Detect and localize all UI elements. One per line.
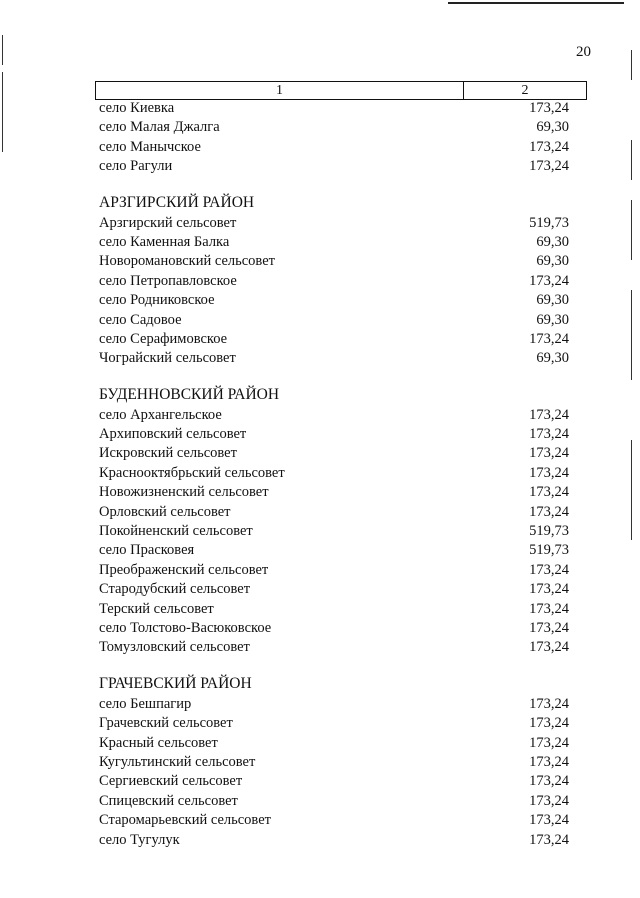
row-value: 173,24 [529, 639, 569, 656]
row-name: село Серафимовское [99, 330, 228, 347]
row-value: 173,24 [529, 773, 569, 790]
table-row [99, 714, 569, 733]
row-name: село Манычское [99, 138, 201, 155]
table-row [99, 425, 569, 444]
table-row [99, 444, 569, 463]
row-name: Грачевский сельсовет [99, 715, 233, 732]
section-title: АРЗГИРСКИЙ РАЙОН [99, 193, 255, 211]
row-value: 173,24 [529, 272, 569, 289]
row-name: Преображенский сельсовет [99, 561, 269, 578]
row-value: 69,30 [536, 311, 569, 328]
row-name: Кугультинский сельсовет [99, 753, 256, 770]
row-name: Искровский сельсовет [99, 445, 237, 462]
row-value: 69,30 [536, 292, 569, 309]
row-value: 173,24 [529, 445, 569, 462]
table-row [99, 792, 569, 811]
table-header [95, 81, 587, 100]
row-name: село Садовое [99, 311, 182, 328]
row-name: село Прасковея [99, 542, 195, 559]
table-row [99, 214, 569, 233]
table-row [99, 811, 569, 830]
row-name: село Тугулук [99, 831, 180, 848]
table-header-col1: 1 [96, 82, 464, 99]
row-value: 173,24 [529, 138, 569, 155]
page-number: 20 [576, 44, 591, 60]
scan-mark-right [631, 50, 632, 80]
row-name: Краснооктябрьский сельсовет [99, 464, 285, 481]
section-title: ГРАЧЕВСКИЙ РАЙОН [99, 674, 252, 692]
table-row [99, 831, 569, 850]
table-row [99, 464, 569, 483]
row-name: Томузловский сельсовет [99, 639, 250, 656]
row-name: село Рагули [99, 158, 173, 175]
row-value: 173,24 [529, 715, 569, 732]
row-name: Орловский сельсовет [99, 503, 231, 520]
table-row [99, 580, 569, 599]
table-body [99, 99, 569, 850]
table-row [99, 349, 569, 368]
table-row [99, 311, 569, 330]
row-name: село Бешпагир [99, 695, 192, 712]
row-name: Терский сельсовет [99, 600, 214, 617]
table-row [99, 600, 569, 619]
row-value: 173,24 [529, 600, 569, 617]
table-row [99, 638, 569, 657]
row-name: село Каменная Балка [99, 233, 230, 250]
table-row [99, 772, 569, 791]
row-value: 173,24 [529, 330, 569, 347]
row-value: 173,24 [529, 503, 569, 520]
table-row [99, 561, 569, 580]
table-row [99, 695, 569, 714]
row-value: 173,24 [529, 792, 569, 809]
row-name: село Киевка [99, 100, 175, 116]
row-value: 173,24 [529, 619, 569, 636]
row-value: 69,30 [536, 233, 569, 250]
scan-mark-right [631, 290, 632, 380]
row-value: 173,24 [529, 734, 569, 751]
row-value: 173,24 [529, 464, 569, 481]
row-name: Новоромановский сельсовет [99, 253, 275, 270]
section-title: БУДЕННОВСКИЙ РАЙОН [99, 385, 280, 403]
table-header-col2: 2 [521, 83, 529, 98]
scan-mark-right [631, 140, 632, 180]
top-rule [448, 2, 624, 4]
table-row [99, 483, 569, 502]
row-name: Сергиевский сельсовет [99, 773, 243, 790]
row-name: Спицевский сельсовет [99, 792, 238, 809]
row-name: Стародубский сельсовет [99, 581, 251, 598]
row-name: Старомарьевский сельсовет [99, 812, 271, 829]
table-row [99, 157, 569, 176]
row-value: 173,24 [529, 812, 569, 829]
table-row [99, 330, 569, 349]
row-value: 173,24 [529, 561, 569, 578]
scan-mark-left [2, 72, 3, 152]
row-value: 69,30 [536, 119, 569, 136]
scan-mark-right [631, 440, 632, 540]
row-value: 173,24 [529, 695, 569, 712]
row-value: 69,30 [536, 350, 569, 367]
row-name: село Архангельское [99, 406, 222, 423]
scan-mark-right [631, 200, 632, 260]
table-row [99, 252, 569, 271]
row-value: 69,30 [536, 253, 569, 270]
row-name: село Толстово-Васюковское [99, 619, 272, 636]
row-name: Арзгирский сельсовет [99, 214, 237, 231]
table-row [99, 291, 569, 310]
row-name: село Петропавловское [99, 272, 237, 289]
row-value: 173,24 [529, 484, 569, 501]
row-value: 173,24 [529, 158, 569, 175]
table-row [99, 118, 569, 137]
row-value: 173,24 [529, 831, 569, 848]
table-row [99, 753, 569, 772]
table-row [99, 522, 569, 541]
row-name: Покойненский сельсовет [99, 523, 253, 540]
row-value: 173,24 [529, 406, 569, 423]
table-row [99, 503, 569, 522]
row-value: 173,24 [529, 100, 569, 116]
table-row [99, 406, 569, 425]
row-name: Красный сельсовет [99, 734, 218, 751]
row-name: село Малая Джалга [99, 119, 220, 136]
table-row [99, 734, 569, 753]
table-row [99, 138, 569, 157]
row-name: Архиповский сельсовет [99, 426, 247, 443]
row-value: 173,24 [529, 581, 569, 598]
row-name: Новожизненский сельсовет [99, 484, 269, 501]
table-row [99, 233, 569, 252]
row-value: 519,73 [529, 542, 569, 559]
table-row [99, 541, 569, 560]
row-value: 173,24 [529, 753, 569, 770]
row-value: 519,73 [529, 214, 569, 231]
table-row [99, 99, 569, 118]
row-value: 519,73 [529, 523, 569, 540]
row-name: село Родниковское [99, 292, 215, 309]
row-name: Чограйский сельсовет [99, 350, 236, 367]
table-row [99, 272, 569, 291]
row-value: 173,24 [529, 426, 569, 443]
table-row [99, 619, 569, 638]
scan-mark-left [2, 35, 3, 65]
